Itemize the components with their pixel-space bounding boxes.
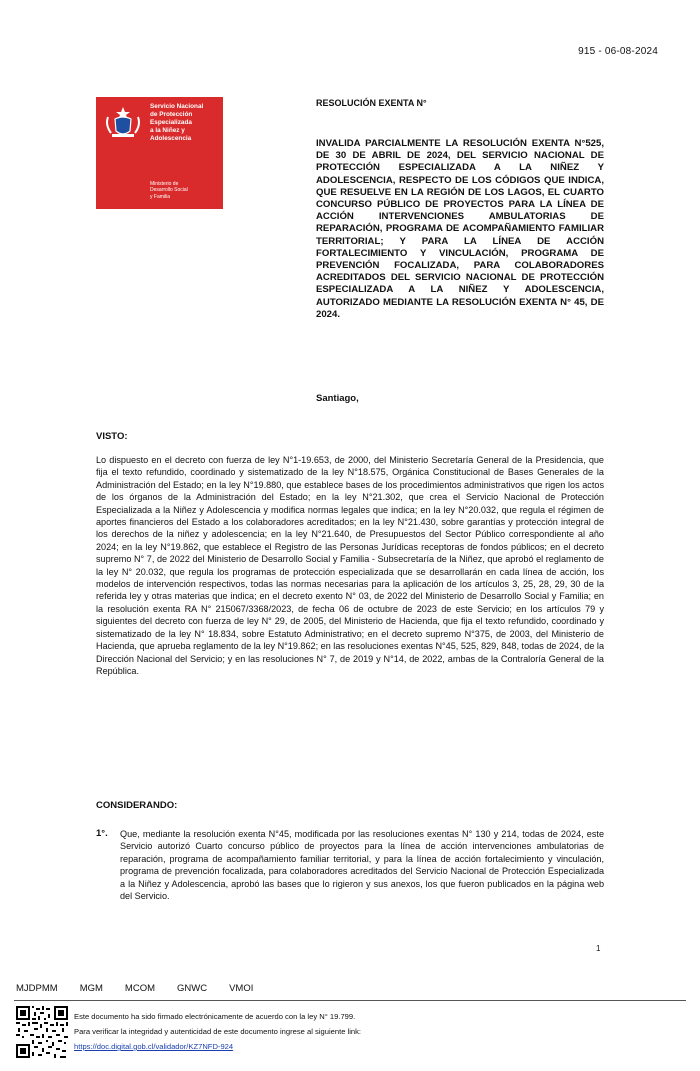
visto-heading: VISTO: — [96, 431, 128, 442]
visto-paragraph: Lo dispuesto en el decreto con fuerza de ley N°1-19.653, de 2000, del Ministerio Secretaría General de la Presidencia, que fija el texto refundido, coordinado y sistematizado de la ley N°18.575, Orgánica Constitucional de Bases Generales de la Administración del Estado; en la ley N°19.880, que establece bases de los procedimientos administrativos que rigen los actos de los órganos de la Administración del Estado; en la ley N°21.302, que crea el Servicio Nacional de Protección Especializada a la Niñez y Adolescencia y modifica normas legales que indica; en la ley N°20.032, que regula el régimen de aportes financieros del Estado a los colaboradores acreditados; en la ley N°21.430, sobre garantías y protección integral de los derechos de la niñez y adolescencia; en la ley N°21.640, de Presupuestos del Sector Público correspondiente al año 2024; en la ley N°19.862, que establece el Registro de las Personas Jurídicas receptoras de fondos públicos; en el decreto supremo N° 7, de 2022 del Ministerio de Desarrollo Social y Familia - Subsecretaría de la Niñez, que aprobó el reglamento de la ley N° 20.032, que regula los programas de protección especializada que se desarrollarán en cada línea de acción, los modelos de intervención respectivos, todas las normas necesarias para la aplicación de los artículos 3, 25, 28, 29, 30 de la referida ley y otras materias que indica; en el decreto exento N° 03, de 2022 del Ministerio de Desarrollo Social y Familia; en la resolución exenta RA N° 215067/3368/2023, de fecha 06 de octubre de 2023 de este Servicio; en los artículos 79 y siguientes del decreto con fuerza de ley N° 29, de 2005, del Ministerio de Hacienda, que fija el texto refundido, coordinado y sistematizado de la ley N° 18.834, sobre Estatuto Administrativo; en el decreto supremo N°375, de 2003, del Ministerio de Hacienda, que aprueba reglamento de la ley N°19.862; en las resoluciones exentas N°45, 525, 829, 848, todas de 2024, de la Dirección Nacional del Servicio; y en las resoluciones N° 7, de 2019 y N°14, de 2022, ambas de la Contraloría General de la República. — [96, 455, 604, 676]
document-number: 915 - 06-08-2024 — [578, 46, 658, 57]
qr-code-icon[interactable] — [16, 1006, 68, 1058]
resolution-subject: INVALIDA PARCIALMENTE LA RESOLUCIÓN EXENTA N°525, DE 30 DE ABRIL DE 2024, DEL SERVICIO NACIONAL DE PROTECCIÓN ESPECIALIZADA A LA NIÑEZ Y ADOLESCENCIA, RESPECTO DE LOS CÓDIGOS QUE INDICA, QUE RESUELVE EN LA REGIÓN DE LOS LAGOS, EL CUARTO CONCURSO PÚBLICO DE PROYECTOS PARA LA LÍNEA DE ACCIÓN INTERVENCIONES AMBULATORIAS DE REPARACIÓN, PROGRAMA DE ACOMPAÑAMIENTO FAMILIAR TERRITORIAL; Y PARA LA LÍNEA DE ACCIÓN FORTALECIMIENTO Y VINCULACIÓN, PROGRAMA DE PREVENCIÓN FOCALIZADA, PARA COLABORADORES ACREDITADOS DEL SERVICIO NACIONAL DE PROTECCIÓN ESPECIALIZADA A LA NIÑEZ Y ADOLESCENCIA, AUTORIZADO MEDIANTE LA RESOLUCIÓN EXENTA N° 45, DE 2024. — [316, 138, 604, 320]
verification-link[interactable]: https://doc.digital.gob.cl/validador/KZ7NFD-924 — [74, 1042, 234, 1051]
signature-notice — [74, 1009, 361, 1054]
resolution-title: RESOLUCIÓN EXENTA N° — [316, 98, 427, 108]
coat-of-arms-icon — [102, 105, 144, 139]
agency-logo — [96, 97, 223, 209]
signer-initials — [16, 983, 253, 994]
initials-item: MJDPMM — [16, 983, 58, 994]
initials-item: VMOI — [229, 983, 254, 994]
initials-item: MCOM — [124, 983, 155, 994]
place-line: Santiago, — [316, 393, 359, 404]
considerando-item-text: Que, mediante la resolución exenta N°45, modificada por las resoluciones exentas N° 130 y 214, todas de 2024, este Servicio autorizó Cuarto concurso público de proyectos para la línea de acción intervenciones ambulatorias de reparación, programa de acompañamiento familiar territorial, y para la línea de acción fortalecimiento y vinculación, programa de prevención focalizada, para colaboradores acreditados del Servicio Nacional de Protección Especializada a la Niñez y Adolescencia, aprobó las bases que lo rigieron y sus anexos, los que fueron publicados en la página web del Servicio. — [120, 829, 604, 902]
considerando-heading: CONSIDERANDO: — [96, 800, 178, 811]
logo-org-name: Servicio Nacional de Protección Especializada a la Niñez y Adolescencia — [150, 103, 204, 142]
considerando-item-number: 1°. — [96, 828, 108, 839]
initials-item: GNWC — [177, 983, 208, 994]
logo-ministry-name: Ministerio de Desarrollo Social y Familia — [150, 181, 188, 200]
footer-verify-line: Para verificar la integridad y autenticidad de este documento ingrese al siguiente link: — [74, 1027, 362, 1036]
footer-signature-line: Este documento ha sido firmado electrónicamente de acuerdo con la ley N° 19.799. — [74, 1012, 356, 1021]
footer-divider — [14, 1000, 686, 1001]
initials-item: MGM — [79, 983, 103, 994]
page-number: 1 — [596, 944, 601, 953]
